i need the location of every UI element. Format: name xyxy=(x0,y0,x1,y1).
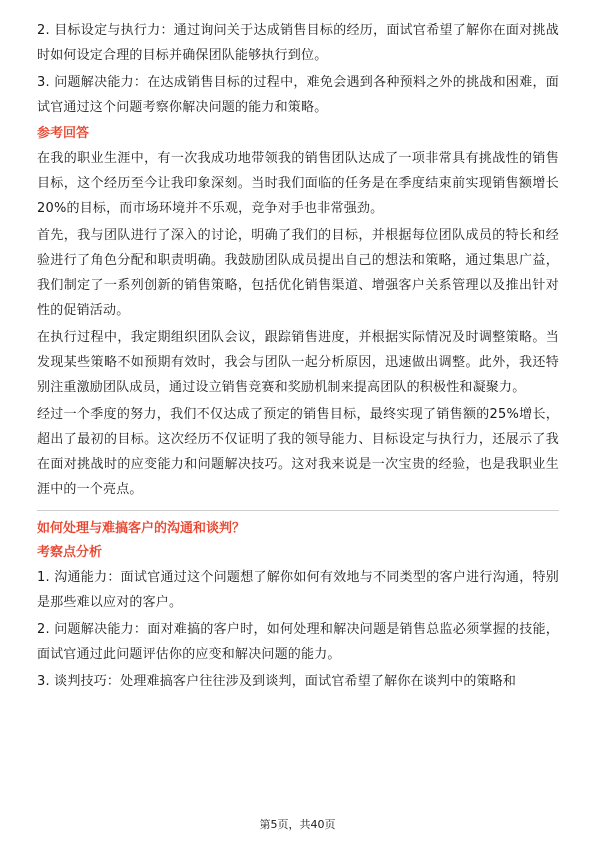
subheading-analysis: 考察点分析 xyxy=(37,545,103,560)
paragraph-problem-handling: 2. 问题解决能力：面对难搞的客户时，如何处理和解决问题是销售总监必须掌握的技能，面试官通过此问题评估你的应变和解决问题的能力。 xyxy=(37,622,559,662)
paragraph-negotiation: 3. 谈判技巧：处理难搞客户往往涉及到谈判，面试官希望了解你在谈判中的策略和 xyxy=(37,674,517,689)
paragraph-answer-intro: 在我的职业生涯中，有一次我成功地带领我的销售团队达成了一项非常具有挑战性的销售目标，这个经历至今让我印象深刻。当时我们面临的任务是在季度结束前实现销售额增长20%的目标，而市场环境并不乐观，竞争对手也非常强劲。 xyxy=(37,151,559,216)
paragraph-problem-solving: 3. 问题解决能力：在达成销售目标的过程中，难免会遇到各种预料之外的挑战和困难，面试官通过这个问题考察你解决问题的能力和策略。 xyxy=(37,75,559,115)
paragraph-communication: 1. 沟通能力：面试官通过这个问题想了解你如何有效地与不同类型的客户进行沟通，特别是那些难以应对的客户。 xyxy=(37,570,559,610)
paragraph-answer-first: 首先，我与团队进行了深入的讨论，明确了我们的目标，并根据每位团队成员的特长和经验进行了角色分配和职责明确。我鼓励团队成员提出自己的想法和策略，通过集思广益，我们制定了一系列创新的销售策略，包括优化销售渠道、增强客户关系管理以及推出针对性的促销活动。 xyxy=(37,228,559,318)
subheading-reference-answer: 参考回答 xyxy=(37,126,90,141)
paragraph-answer-execution: 在执行过程中，我定期组织团队会议，跟踪销售进度，并根据实际情况及时调整策略。当发现某些策略不如预期有效时，我会与团队一起分析原因，迅速做出调整。此外，我还特别注重激励团队成员，通过设立销售竞赛和奖励机制来提高团队的积极性和凝聚力。 xyxy=(37,330,559,395)
question-heading: 如何处理与难搞客户的沟通和谈判？ xyxy=(37,521,246,536)
section-divider xyxy=(37,510,559,511)
paragraph-goal-setting: 2. 目标设定与执行力：通过询问关于达成销售目标的经历，面试官希望了解你在面对挑战时如何设定合理的目标并确保团队能够执行到位。 xyxy=(37,23,559,63)
page-content xyxy=(37,18,559,696)
paragraph-answer-result: 经过一个季度的努力，我们不仅达成了预定的销售目标，最终实现了销售额的25%增长，超出了最初的目标。这次经历不仅证明了我的领导能力、目标设定与执行力，还展示了我在面对挑战时的应变能力和问题解决技巧。这对我来说是一次宝贵的经验，也是我职业生涯中的一个亮点。 xyxy=(37,407,559,497)
page-footer: 第5页，共40页 xyxy=(259,818,336,831)
